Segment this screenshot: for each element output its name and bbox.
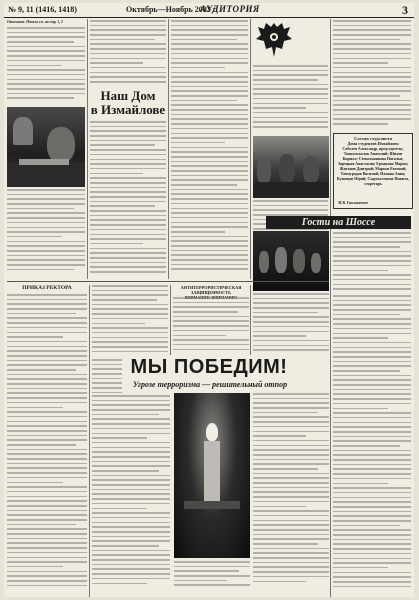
column-rule [330, 19, 331, 597]
article-column-5b [333, 295, 411, 593]
continuation-note: Окончание. Начало см. на стр. 1, 2 [7, 20, 63, 24]
column-rule [89, 285, 90, 597]
newspaper-brand: АУДИТОРИЯ [200, 4, 260, 14]
antiterror-title: АНТИТЕРРОРИСТИЧЕСКАЯ ЗАЩИЩЕННОСТЬ [180, 285, 242, 295]
photo-guests [253, 231, 329, 291]
article-column-1 [7, 20, 85, 106]
rector-order-column [7, 285, 87, 595]
guests-heading-bar [266, 216, 411, 229]
photo-caption-column [174, 561, 250, 595]
article-column-4 [253, 65, 328, 135]
guests-article-text [333, 232, 411, 292]
council-members: Соболев Александр, председатель; Тонкоголосюк Анатолий; Шилов Кирилл; Стекольникова Наталья; Зарецкая Анастасия; Ермакова Мария; Жиганов Дмитрий; Марков Евгений; Тачмурадов Василий; Ильина Анна; Кузнецов Юрий; Сырокосенков Никита, секретарь [336, 147, 410, 186]
issue-date: Октябрь—Ноябрь 2003 г. [126, 5, 218, 14]
article-column-1b [7, 189, 85, 277]
house-subtitle: в Измайлове [90, 102, 166, 117]
page-header [4, 3, 414, 18]
issue-number: № 9, 11 (1416, 1418) [8, 5, 77, 14]
article-column-5 [333, 20, 411, 132]
article-column-2e [92, 395, 170, 595]
photo-candle-memorial [174, 393, 250, 558]
article-column-2b [90, 121, 166, 279]
article-column-4d [253, 393, 329, 595]
guests-title: Гости на Шоссе [301, 217, 376, 228]
article-column-2 [90, 20, 166, 88]
headline-subtitle: Угрозе терроризма — решительный отпор [132, 380, 288, 389]
article-column-2c [92, 285, 168, 355]
council-subtitle: Дома студентов Измайлово [347, 141, 399, 146]
house-title: Наш Дом [100, 89, 156, 103]
antiterror-column [173, 285, 249, 355]
eagle-emblem-icon [254, 19, 294, 63]
council-title: Состав студсовета [354, 136, 392, 141]
section-divider [7, 281, 329, 282]
photo-dormitory-interior [7, 107, 85, 187]
column-rule [170, 285, 171, 355]
article-column-2d [92, 359, 122, 397]
article-column-4c [253, 293, 329, 355]
order-title: ПРИКАЗ РЕКТОРА [22, 285, 72, 291]
page-number: 3 [402, 3, 408, 17]
photo-meeting [253, 136, 329, 198]
article-column-3 [171, 20, 248, 278]
council-box [333, 133, 413, 209]
headline-banner: МЫ ПОБЕДИМ! [130, 356, 288, 378]
signature: М.В. Гнилякеевич [338, 201, 369, 205]
column-rule [250, 19, 251, 279]
column-rule [250, 285, 251, 355]
house-section-heading [90, 89, 166, 119]
column-rule [87, 19, 88, 279]
newspaper-page [4, 3, 414, 597]
column-rule [168, 19, 169, 279]
